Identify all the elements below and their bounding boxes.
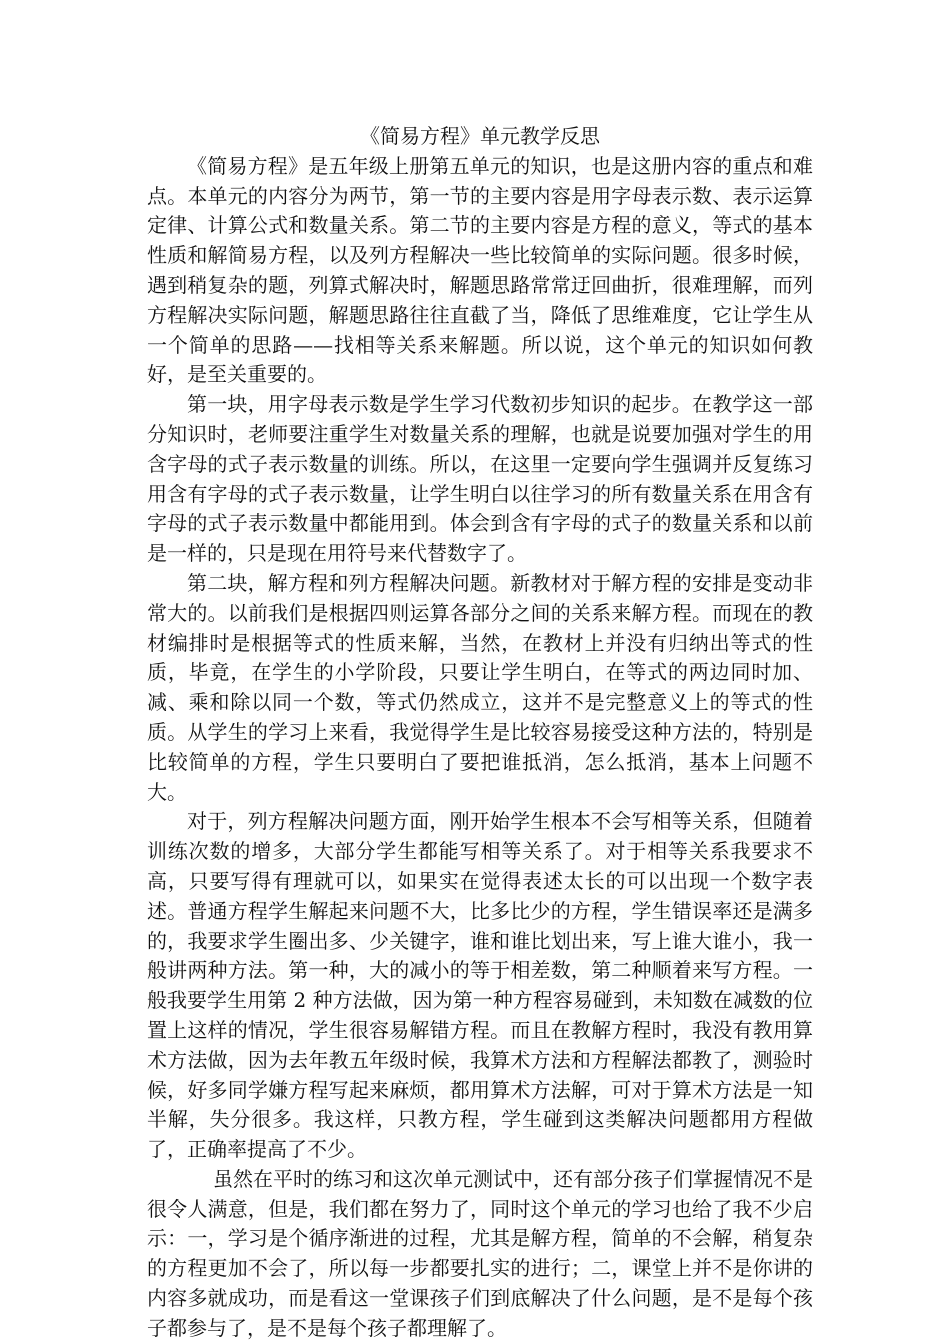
paragraph-part-two: 第二块，解方程和列方程解决问题。新教材对于解方程的安排是变动非常大的。以前我们是根据四则运算各部分之间的关系来解方程。而现在的教材编排时是根据等式的性质来解，当然，在教材上并没有归纳出等式的性质，毕竟，在学生的小学阶段，只要让学生明白，在等式的两边同时加、减、乘和除以同一个数，等式仍然成立，这并不是完整意义上的等式的性质。从学生的学习上来看，我觉得学生是比较容易接受这种方法的，特别是比较简单的方程，学生只要明白了要把谁抵消，怎么抵消，基本上问题不大。 bbox=[147, 570, 813, 804]
paragraph-intro: 《简易方程》是五年级上册第五单元的知识，也是这册内容的重点和难点。本单元的内容分为两节，第一节的主要内容是用字母表示数、表示运算定律、计算公式和数量关系。第二节的主要内容是方程的意义，等式的基本性质和解简易方程，以及列方程解决一些比较简单的实际问题。很多时候，遇到稍复杂的题，列算式解决时，解题思路常常迂回曲折，很难理解，而列方程解决实际问题，解题思路往往直截了当，降低了思维难度，它让学生从一个简单的思路——找相等关系来解题。所以说，这个单元的知识如何教好，是至关重要的。 bbox=[147, 153, 813, 387]
document-title: 《简易方程》单元教学反思 bbox=[360, 124, 600, 148]
document-body bbox=[147, 122, 813, 1344]
paragraph-conclusion: 虽然在平时的练习和这次单元测试中，还有部分孩子们掌握情况不是很令人满意，但是，我们都在努力了，同时这个单元的学习也给了我不少启示：一，学习是个循序渐进的过程，尤其是解方程，简单的不会解，稍复杂的方程更加不会了，所以每一步都要扎实的进行；二，课堂上并不是你讲的内容多就成功，而是看这一堂课孩子们到底解决了什么问题，是不是每个孩子都参与了，是不是每个孩子都理解了。 bbox=[147, 1166, 813, 1340]
paragraph-part-one: 第一块，用字母表示数是学生学习代数初步知识的起步。在教学这一部分知识时，老师要注重学生对数量关系的理解，也就是说要加强对学生的用含字母的式子表示数量的训练。所以，在这里一定要向学生强调并反复练习用含有字母的式子表示数量，让学生明白以往学习的所有数量关系在用含有字母的式子表示数量中都能用到。体会到含有字母的式子的数量关系和以前是一样的，只是现在用符号来代替数字了。 bbox=[147, 392, 813, 566]
paragraph-word-problems: 对于，列方程解决问题方面，刚开始学生根本不会写相等关系，但随着训练次数的增多，大部分学生都能写相等关系了。对于相等关系我要求不高，只要写得有理就可以，如果实在觉得表述太长的可以出现一个数字表述。普通方程学生解起来问题不大，比多比少的方程，学生错误率还是满多的，我要求学生圈出多、少关键字，谁和谁比划出来，写上谁大谁小，我一般讲两种方法。第一种，大的减小的等于相差数，第二种顺着来写方程。一般我要学生用第 2 种方法做，因为第一种方程容易碰到，未知数在减数的位置上这样的情况，学生很容易解错方程。而且在教解方程时，我没有教用算术方法做，因为去年教五年级时候，我算术方法和方程解法都教了，测验时候，好多同学嫌方程写起来麻烦，都用算术方法解，可对于算术方法是一知半解，失分很多。我这样，只教方程，学生碰到这类解决问题都用方程做了，正确率提高了不少。 bbox=[147, 809, 813, 1162]
